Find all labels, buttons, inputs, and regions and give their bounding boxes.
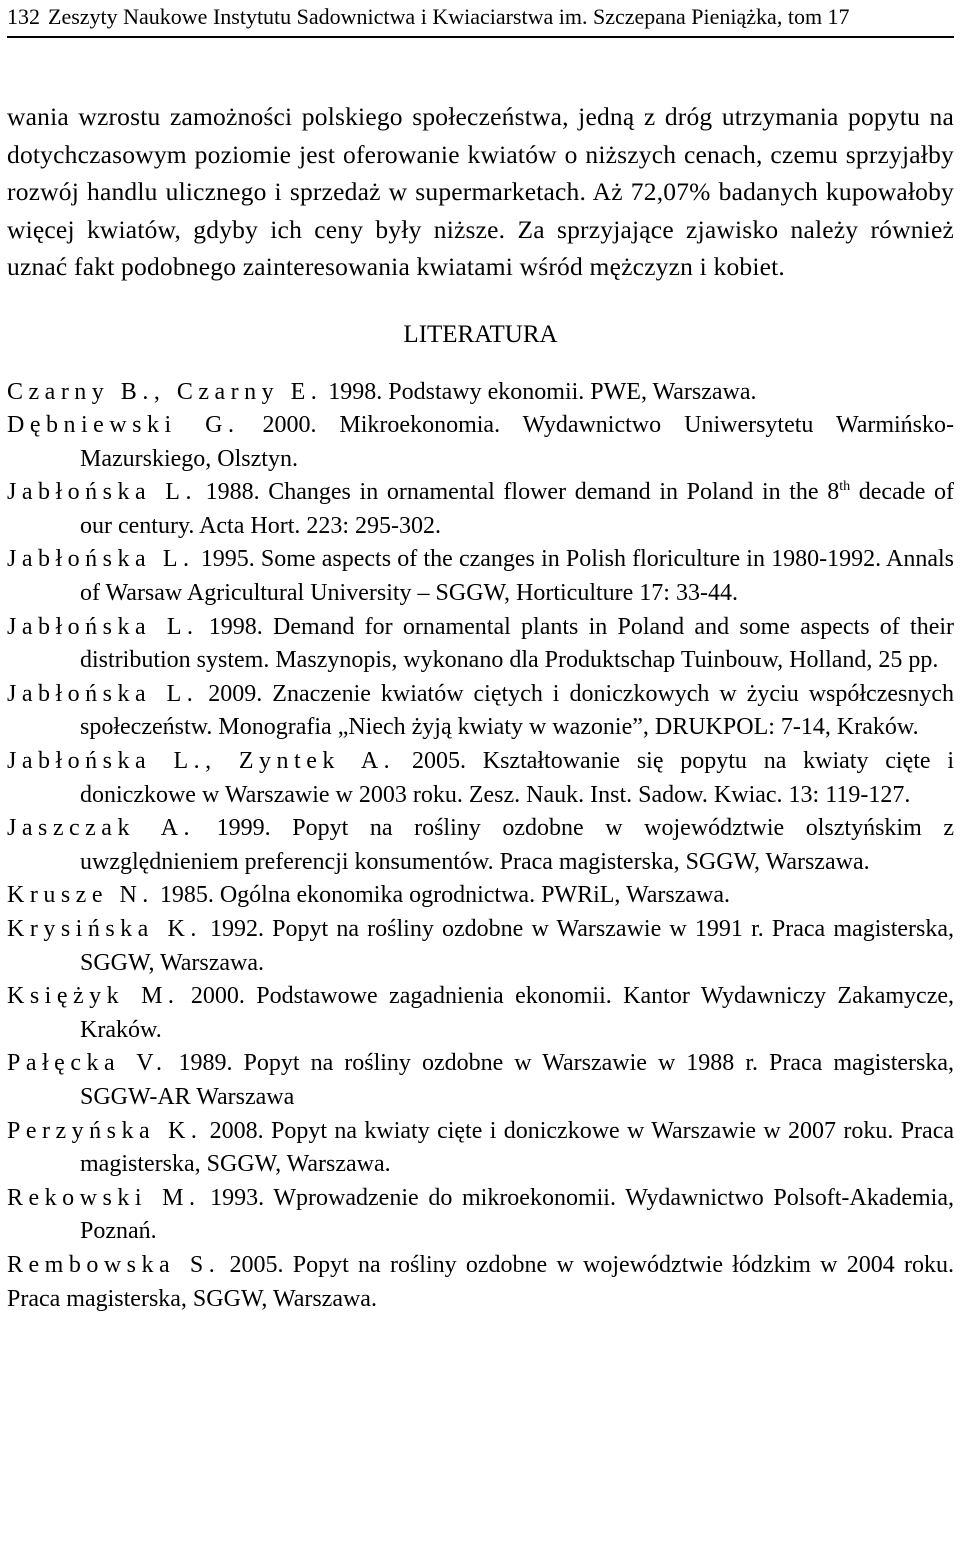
- reference-text: 1993. Wprowadzenie do mikroekonomii. Wydawnictwo Polsoft-Akademia, Poznań.: [80, 1184, 954, 1245]
- reference-author: Jabłońska L.: [7, 479, 197, 506]
- reference-author: Jabłońska L.: [7, 613, 199, 640]
- reference-text: 1999. Popyt na rośliny ozdobne w województwie olsztyńskim z uwzględnieniem preferencji konsumentów. Praca magisterska, SGGW, Warszawa.: [80, 815, 954, 875]
- reference-item: [7, 980, 954, 1047]
- reference-text-cont: decade of our century. Acta Hort. 223: 295-302.: [80, 479, 954, 539]
- reference-text: 1992. Popyt na rośliny ozdobne w Warszawie w 1991 r. Praca magisterska, SGGW, Warszawa.: [80, 916, 955, 976]
- reference-author: Jabłońska L.: [7, 546, 195, 573]
- reference-list: [7, 376, 954, 1317]
- reference-text: 1998. Podstawy ekonomii. PWE, Warszawa.: [322, 378, 757, 405]
- reference-item: [7, 543, 954, 610]
- reference-text: 1998. Demand for ornamental plants in Poland and some aspects of their distribution system. Maszynopis, wykonano dla Produktschap Tuinbouw, Holland, 25 pp.: [80, 613, 955, 674]
- reference-author: Jabłońska L.: [7, 680, 199, 707]
- reference-item: [7, 913, 954, 980]
- reference-item: [7, 812, 954, 879]
- reference-item: [7, 1249, 954, 1316]
- reference-author: Perzyńska K.: [7, 1117, 203, 1144]
- reference-text: 1988. Changes in ornamental flower demand in Poland in the 8: [196, 479, 840, 506]
- reference-item: [7, 879, 954, 913]
- reference-author: Księżyk M.: [7, 983, 180, 1010]
- reference-item: [7, 476, 954, 543]
- reference-text: 2008. Popyt na kwiaty cięte i doniczkowe w Warszawie w 2007 roku. Praca magisterska, SGGW, Warszawa.: [80, 1117, 954, 1178]
- reference-author: Rekowski M.: [7, 1184, 201, 1211]
- reference-text: 2005. Popyt na rośliny ozdobne w województwie łódzkim w 2004 roku. Praca magisterska, SGGW, Warszawa.: [7, 1251, 954, 1312]
- reference-text: 2005. Kształtowanie się popytu na kwiaty cięte i doniczkowe w Warszawie w 2003 roku. Zesz. Nauk. Inst. Sadow. Kwiac. 13: 119-127.: [80, 748, 955, 808]
- reference-author: Jaszczak A.: [7, 815, 196, 842]
- running-header: [7, 0, 954, 38]
- page-number: 132: [7, 4, 40, 29]
- reference-author: Rembowska S.: [7, 1251, 221, 1278]
- reference-item: [7, 409, 954, 476]
- reference-text: 1995. Some aspects of the czanges in Polish floriculture in 1980-1992. Annals of Warsaw Agricultural University – SGGW, Horticulture 17: 33-44.: [80, 546, 955, 607]
- reference-text: 1989. Popyt na rośliny ozdobne w Warszawie w 1988 r. Praca magisterska, SGGW-AR Warszawa: [80, 1050, 954, 1110]
- superscript: th: [839, 479, 851, 495]
- section-title: LITERATURA: [403, 320, 558, 348]
- reference-author: Jabłońska L., Zyntek A.: [7, 748, 396, 775]
- reference-item: [7, 1047, 954, 1114]
- reference-item: [7, 678, 954, 745]
- paragraph: wania wzrostu zamożności polskiego społeczeństwa, jedną z dróg utrzymania popytu na dotychczasowym poziomie jest oferowanie kwiatów o niższych cenach, czemu sprzyjałby rozwój handlu ulicznego i sprzedaż w supermarketach. Aż 72,07% badanych kupowałoby więcej kwiatów, gdyby ich ceny były niższe. Za sprzyjające zjawisko należy również uznać fakt podobnego zainteresowania kwiatami wśród mężczyzn i kobiet.: [7, 102, 954, 281]
- reference-text: 2000. Podstawowe zagadnienia ekonomii. Kantor Wydawniczy Zakamycze, Kraków.: [80, 983, 955, 1043]
- reference-author: Czarny B., Czarny E.: [7, 378, 323, 405]
- reference-item: [7, 611, 954, 678]
- reference-item: [7, 745, 954, 812]
- reference-author: Dębniewski G.: [7, 412, 240, 439]
- reference-author: Pałęcka V.: [7, 1050, 168, 1077]
- reference-author: Krusze N.: [7, 882, 154, 909]
- reference-author: Krysińska K.: [7, 916, 202, 942]
- reference-text: 2009. Znaczenie kwiatów ciętych i doniczkowych w życiu współczesnych społeczeństw. Monografia „Niech żyją kwiaty w wazonie”, DRUKPOL: 7-14, Kraków.: [80, 680, 954, 741]
- body-text: [7, 98, 954, 286]
- reference-item: [7, 1115, 954, 1182]
- journal-title: Zeszyty Naukowe Instytutu Sadownictwa i Kwiaciarstwa im. Szczepana Pieniążka, tom 17: [48, 4, 850, 29]
- reference-text: 2000. Mikroekonomia. Wydawnictwo Uniwersytetu Warmińsko-Mazurskiego, Olsztyn.: [80, 412, 955, 472]
- reference-text: 1985. Ogólna ekonomika ogrodnictwa. PWRiL, Warszawa.: [153, 882, 730, 909]
- reference-item: [7, 1182, 954, 1249]
- reference-item: [7, 376, 954, 410]
